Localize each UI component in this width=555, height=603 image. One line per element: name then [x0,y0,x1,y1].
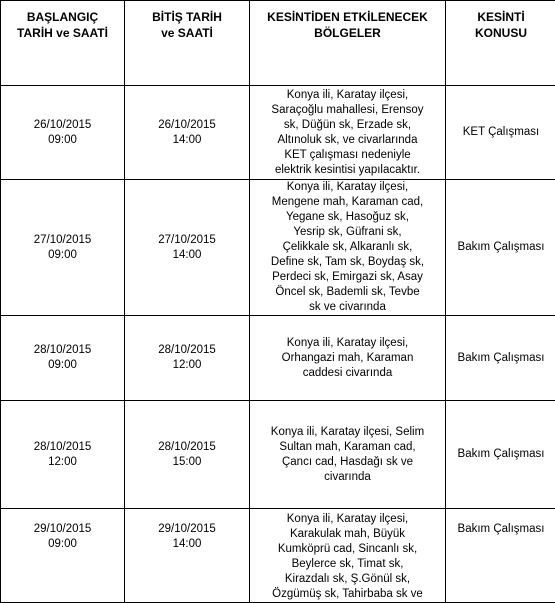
outage-topic-cell: Bakım Çalışması [446,180,555,316]
header-row [1,1,555,86]
end-datetime-cell [125,509,250,603]
date-text: 28/10/2015 [4,440,121,455]
table-row [1,180,555,316]
time-text: 12:00 [4,455,121,470]
region-line: sk ve civarında [254,300,441,315]
table-row [1,316,555,401]
header-line: KESİNTİDEN ETKİLENECEK [253,9,442,25]
region-line: Yegane sk, Hasoğuz sk, [254,210,441,225]
region-line: Konya ili, Karatay ilçesi, [254,88,441,103]
time-text: 12:00 [128,358,246,373]
header-line: TARİH ve SAATİ [4,25,121,41]
region-line: Konya ili, Karatay ilçesi, [254,336,441,351]
date-text: 27/10/2015 [4,233,121,248]
header-affected-regions [250,1,446,86]
end-datetime-cell [125,180,250,316]
start-datetime-cell [1,180,125,316]
date-text: 26/10/2015 [4,118,121,133]
outage-topic-cell: Bakım Çalışması [446,509,555,603]
affected-regions-cell [250,180,446,316]
region-line: Karakulak mah, Büyük [254,527,441,542]
end-datetime-cell [125,401,250,509]
region-line: Kirazdalı sk, Ş.Gönül sk, [254,572,441,587]
region-line: Yesrip sk, Güfrani sk, [254,225,441,240]
date-text: 26/10/2015 [128,118,246,133]
time-text: 09:00 [4,133,121,148]
outage-topic-cell: KET Çalışması [446,86,555,180]
start-datetime-cell [1,509,125,603]
region-line: Kumköprü cad, Sincanlı sk, [254,542,441,557]
header-end-datetime [125,1,250,86]
outage-topic-cell: Bakım Çalışması [446,401,555,509]
region-line: Perdeci sk, Emirgazi sk, Asay [254,270,441,285]
table-row [1,86,555,180]
region-line: sk, Düğün sk, Erzade sk, [254,118,441,133]
region-line: Çelikkale sk, Alkaranlı sk, [254,240,441,255]
end-datetime-cell [125,86,250,180]
header-line: BAŞLANGIÇ [4,9,121,25]
region-line: Altınoluk sk, ve civarlarında [254,133,441,148]
time-text: 09:00 [4,358,121,373]
end-datetime-cell [125,316,250,401]
header-start-datetime [1,1,125,86]
region-line: Sultan mah, Karaman cad, [254,440,441,455]
region-line: Özgümüş sk, Tahirbaba sk ve [254,587,441,602]
time-text: 09:00 [4,248,121,263]
table-row [1,509,555,603]
affected-regions-cell [250,401,446,509]
region-line: Saraçoğlu mahallesi, Erensoy [254,103,441,118]
region-line: Mengene mah, Karaman cad, [254,195,441,210]
time-text: 14:00 [128,248,246,263]
header-line: ve SAATİ [128,25,246,41]
affected-regions-cell [250,316,446,401]
date-text: 27/10/2015 [128,233,246,248]
region-line: caddesi civarında [254,366,441,381]
affected-regions-cell [250,86,446,180]
region-line: Konya ili, Karatay ilçesi, Selim [254,425,441,440]
region-line: Beylerce sk, Timat sk, [254,557,441,572]
header-line: BİTİŞ TARİH [128,9,246,25]
affected-regions-cell [250,509,446,603]
outage-topic-cell: Bakım Çalışması [446,316,555,401]
date-text: 28/10/2015 [128,343,246,358]
region-line: elektrik kesintisi yapılacaktır. [254,163,441,178]
region-line: Öncel sk, Bademli sk, Tevbe [254,285,441,300]
date-text: 29/10/2015 [4,522,121,537]
header-line: KESİNTİ [449,9,553,25]
date-text: 29/10/2015 [128,522,246,537]
start-datetime-cell [1,86,125,180]
region-line: KET çalışması nedeniyle [254,148,441,163]
header-line: KONUSU [449,25,553,41]
time-text: 14:00 [128,133,246,148]
date-text: 28/10/2015 [128,440,246,455]
region-line: Konya ili, Karatay ilçesi, [254,512,441,527]
region-line: Define sk, Tam sk, Boydaş sk, [254,255,441,270]
start-datetime-cell [1,316,125,401]
header-outage-topic [446,1,555,86]
header-line: BÖLGELER [253,25,442,41]
time-text: 09:00 [4,537,121,552]
start-datetime-cell [1,401,125,509]
region-line: Orhangazi mah, Karaman [254,351,441,366]
date-text: 28/10/2015 [4,343,121,358]
region-line: Konya ili, Karatay ilçesi, [254,180,441,195]
region-line: civarında [254,470,441,485]
time-text: 15:00 [128,455,246,470]
table-row [1,401,555,509]
time-text: 14:00 [128,537,246,552]
region-line: Çancı cad, Hasdağı sk ve [254,455,441,470]
